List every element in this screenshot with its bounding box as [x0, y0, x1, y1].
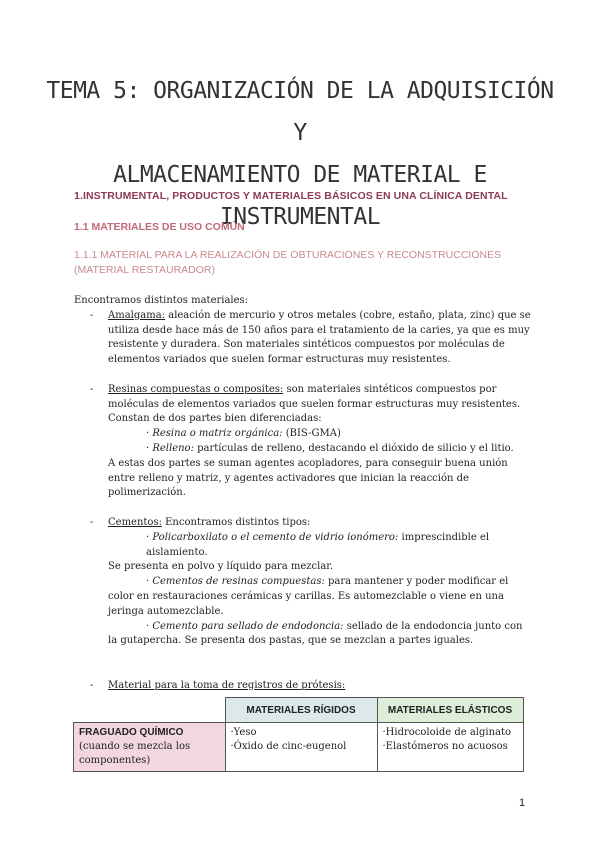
materials-table [73, 697, 524, 772]
table-header-row [74, 698, 524, 723]
resinas-text: son materiales sintéticos compuestos por moléculas de elementos variados que suelen formar estructuras muy resistentes. Constan de dos partes bien diferenciadas: [108, 383, 521, 425]
page-number: 1 [519, 797, 526, 809]
document-title [40, 70, 560, 238]
cemento-type-1: · Policarboxilato o el cemento de vidrio ionómero: imprescindible el aislamiento. [146, 531, 490, 558]
row-title: FRAGUADO QUÍMICO [79, 727, 184, 738]
cemento-type-3: · Cemento para sellado de endodoncia: sellado de la endodoncia junto con la gutapercha. Se presenta dos pastas, que se mezclan a partes iguales. [108, 620, 523, 647]
list-item-amalgama [74, 309, 534, 368]
header-materiales-rigidos: MATERIALES RÍGIDOS [225, 698, 377, 723]
table-row [74, 723, 524, 772]
list-item-cementos [74, 516, 534, 649]
cementos-text: Encontramos distintos tipos: [161, 516, 311, 528]
list-dash: - [90, 679, 94, 691]
resinas-sub-1: · Resina o matriz orgánica: (BIS-GMA) [146, 428, 341, 440]
header-materiales-elasticos: MATERIALES ELÁSTICOS [377, 698, 523, 723]
cemento-type-1-extra: Se presenta en polvo y líquido para mezclar. [108, 561, 334, 573]
cell-item: ·Yeso [230, 727, 257, 738]
cemento-type-2: · Cementos de resinas compuestas: para mantener y poder modificar el color en restauraciones cerámicas y carillas. Es automezclable o viene en una jeringa automezclable. [108, 576, 509, 617]
cell-elasticos [377, 723, 523, 772]
list-item-resinas [74, 383, 534, 501]
heading-1: 1.INSTRUMENTAL, PRODUCTOS Y MATERIALES BÁSICOS EN UNA CLÍNICA DENTAL [74, 190, 508, 202]
heading-3: 1.1.1 MATERIAL PARA LA REALIZACIÓN DE OBTURACIONES Y RECONSTRUCCIONES (MATERIAL RESTAURADOR) [74, 249, 502, 276]
term-cementos: Cementos: [108, 516, 162, 528]
table-corner-cell [74, 698, 226, 723]
row-subtitle: (cuando se mezcla los componentes) [79, 741, 191, 766]
title-line-2: ALMACENAMIENTO DE MATERIAL E INSTRUMENTAL [113, 162, 487, 230]
resinas-closing: A estas dos partes se suman agentes acopladores, para conseguir buena unión entre relleno y matriz, y agentes activadores que inician la reacción de polimerización. [108, 457, 508, 499]
title-line-1: TEMA 5: ORGANIZACIÓN DE LA ADQUISICIÓN Y [46, 78, 554, 146]
cell-item: ·Elastómeros no acuosos [382, 741, 508, 752]
list-dash: - [90, 309, 94, 321]
term-registros: Material para la toma de registros de prótesis: [108, 679, 346, 691]
cell-item: ·Hidrocoloide de alginato [382, 727, 512, 738]
list-item-registros [74, 679, 534, 694]
term-resinas: Resinas compuestas o composites: [108, 383, 284, 395]
row-header-fraguado-quimico [74, 723, 226, 772]
resinas-sub-2: · Relleno: partículas de relleno, destacando el dióxido de silicio y el litio. [146, 442, 514, 454]
amalgama-text: aleación de mercurio y otros metales (cobre, estaño, plata, zinc) que se utiliza desde hace más de 150 años para el tratamiento de la caries, ya que es muy resistente y duradera. Son materiales sintéticos compuestos por moléculas de elementos variados que suelen formar estructuras muy resistentes. [108, 309, 531, 366]
list-dash: - [90, 383, 94, 395]
heading-2: 1.1 MATERIALES DE USO COMÚN [74, 221, 245, 233]
cell-item: ·Óxido de cinc-eugenol [230, 741, 347, 752]
cell-rigidos [225, 723, 377, 772]
list-dash: - [90, 516, 94, 528]
intro-text: Encontramos distintos materiales: [74, 295, 249, 306]
term-amalgama: Amalgama: [108, 309, 166, 321]
document-body [74, 294, 534, 694]
